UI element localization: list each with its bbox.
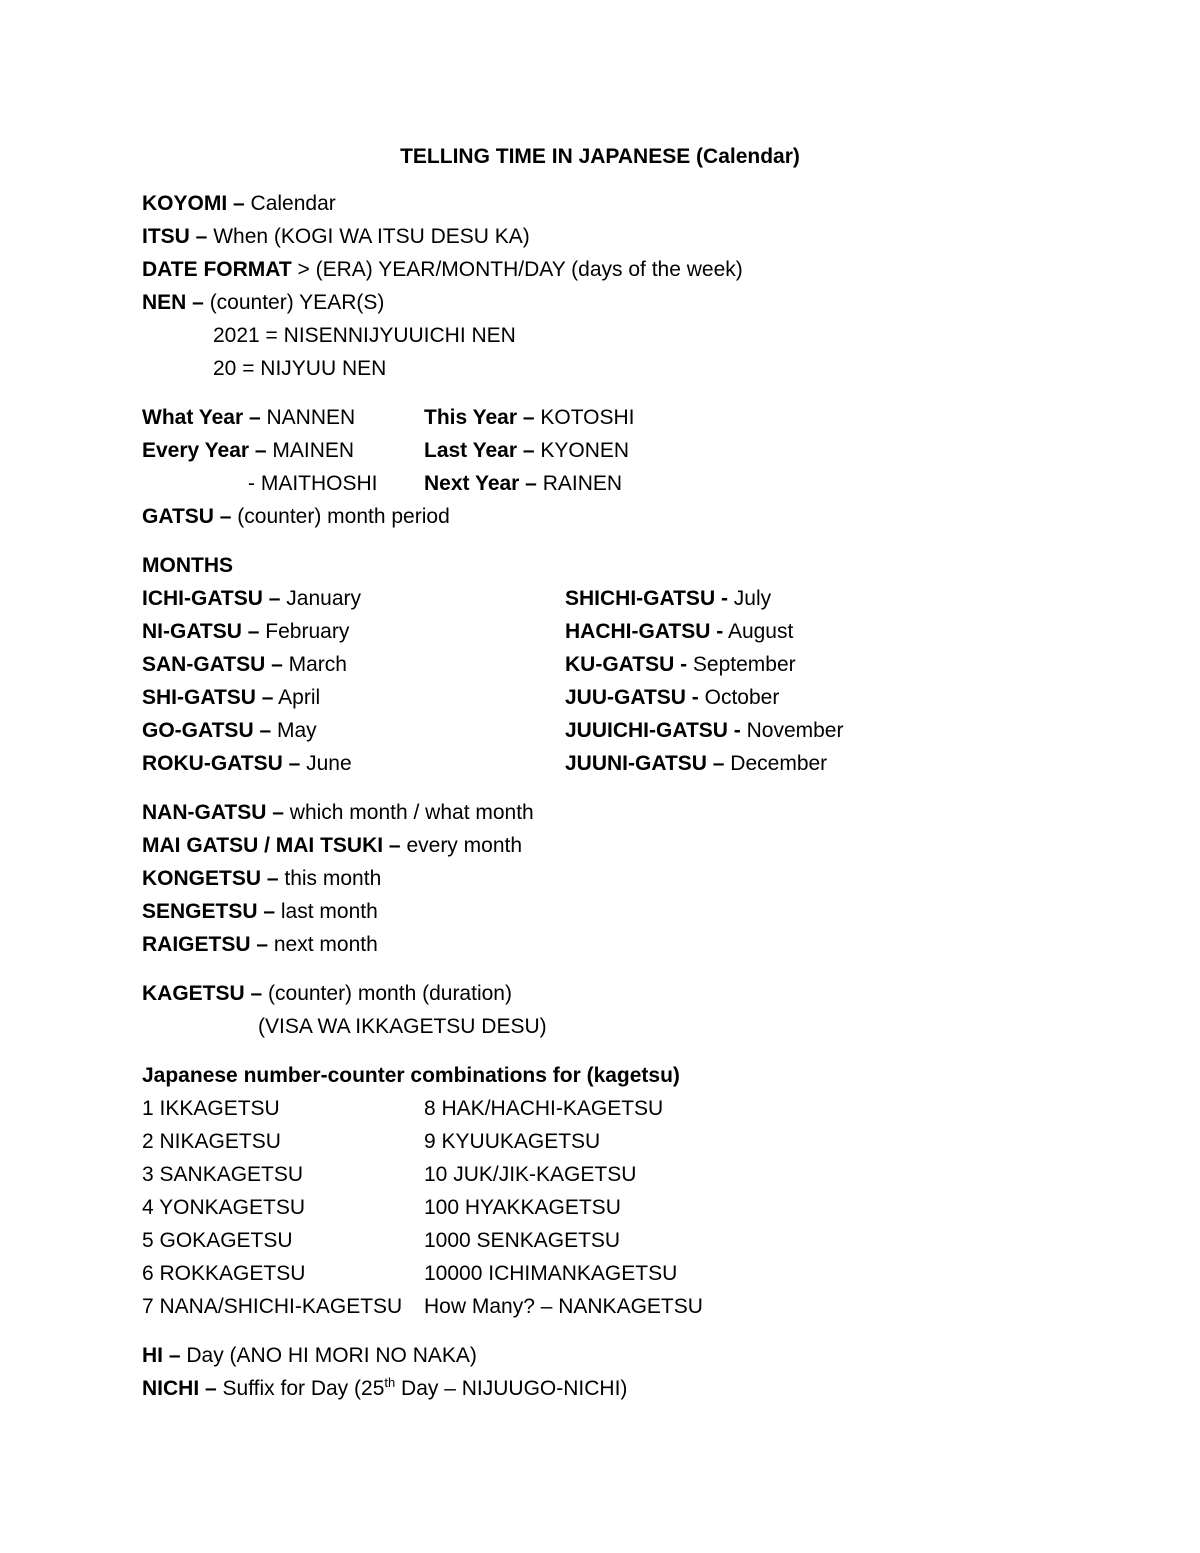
month-left: NI-GATSU – February: [142, 620, 350, 643]
every-year-alt: - MAITHOSHI: [248, 472, 378, 495]
counter-left: 2 NIKAGETSU: [142, 1130, 281, 1153]
counter-left: 5 GOKAGETSU: [142, 1229, 293, 1252]
sengetsu-line: SENGETSU – last month: [142, 900, 378, 923]
month-left: SHI-GATSU – April: [142, 686, 321, 709]
every-year-line: Every Year – MAINEN: [142, 439, 355, 462]
nen-example-20: 20 = NIJYUU NEN: [213, 357, 387, 380]
counter-right: 9 KYUUKAGETSU: [424, 1130, 601, 1153]
counter-left: 7 NANA/SHICHI-KAGETSU: [142, 1295, 403, 1318]
next-year-line: Next Year – RAINEN: [424, 472, 623, 495]
gatsu-line: GATSU – (counter) month period: [142, 505, 450, 528]
kongetsu-line: KONGETSU – this month: [142, 867, 382, 890]
counter-right: 100 HYAKKAGETSU: [424, 1196, 621, 1219]
last-year-line: Last Year – KYONEN: [424, 439, 630, 462]
counter-left: 4 YONKAGETSU: [142, 1196, 305, 1219]
month-right: JUU-GATSU - October: [565, 686, 780, 709]
counter-left: 6 ROKKAGETSU: [142, 1262, 306, 1285]
koyomi-line: KOYOMI – Calendar: [142, 192, 336, 215]
what-year-line: What Year – NANNEN: [142, 406, 356, 429]
month-right: KU-GATSU - September: [565, 653, 796, 676]
hi-line: HI – Day (ANO HI MORI NO NAKA): [142, 1344, 477, 1367]
counter-heading: Japanese number-counter combinations for (kagetsu): [142, 1064, 680, 1087]
nan-gatsu-line: NAN-GATSU – which month / what month: [142, 801, 534, 824]
months-heading: MONTHS: [142, 554, 233, 577]
month-left: GO-GATSU – May: [142, 719, 317, 742]
counter-right: 10000 ICHIMANKAGETSU: [424, 1262, 678, 1285]
month-right: JUUICHI-GATSU - November: [565, 719, 844, 742]
nen-line: NEN – (counter) YEAR(S): [142, 291, 385, 314]
counter-right: 10 JUK/JIK-KAGETSU: [424, 1163, 637, 1186]
date-format-line: DATE FORMAT > (ERA) YEAR/MONTH/DAY (days of the week): [142, 258, 743, 281]
month-right: HACHI-GATSU - August: [565, 620, 794, 643]
month-right: JUUNI-GATSU – December: [565, 752, 828, 775]
document-title: TELLING TIME IN JAPANESE (Calendar): [400, 145, 800, 168]
itsu-line: ITSU – When (KOGI WA ITSU DESU KA): [142, 225, 530, 248]
month-left: ROKU-GATSU – June: [142, 752, 352, 775]
kagetsu-example: (VISA WA IKKAGETSU DESU): [258, 1015, 547, 1038]
mai-gatsu-line: MAI GATSU / MAI TSUKI – every month: [142, 834, 523, 857]
counter-left: 3 SANKAGETSU: [142, 1163, 304, 1186]
nen-example-2021: 2021 = NISENNIJYUUICHI NEN: [213, 324, 516, 347]
counter-right: 8 HAK/HACHI-KAGETSU: [424, 1097, 664, 1120]
counter-left: 1 IKKAGETSU: [142, 1097, 280, 1120]
month-right: SHICHI-GATSU - July: [565, 587, 772, 610]
raigetsu-line: RAIGETSU – next month: [142, 933, 378, 956]
this-year-line: This Year – KOTOSHI: [424, 406, 635, 429]
counter-right: 1000 SENKAGETSU: [424, 1229, 621, 1252]
month-left: ICHI-GATSU – January: [142, 587, 361, 610]
nichi-line: NICHI – Suffix for Day (25th Day – NIJUUGO-NICHI): [142, 1375, 628, 1400]
month-left: SAN-GATSU – March: [142, 653, 347, 676]
kagetsu-line: KAGETSU – (counter) month (duration): [142, 982, 512, 1005]
counter-right: How Many? – NANKAGETSU: [424, 1295, 703, 1318]
